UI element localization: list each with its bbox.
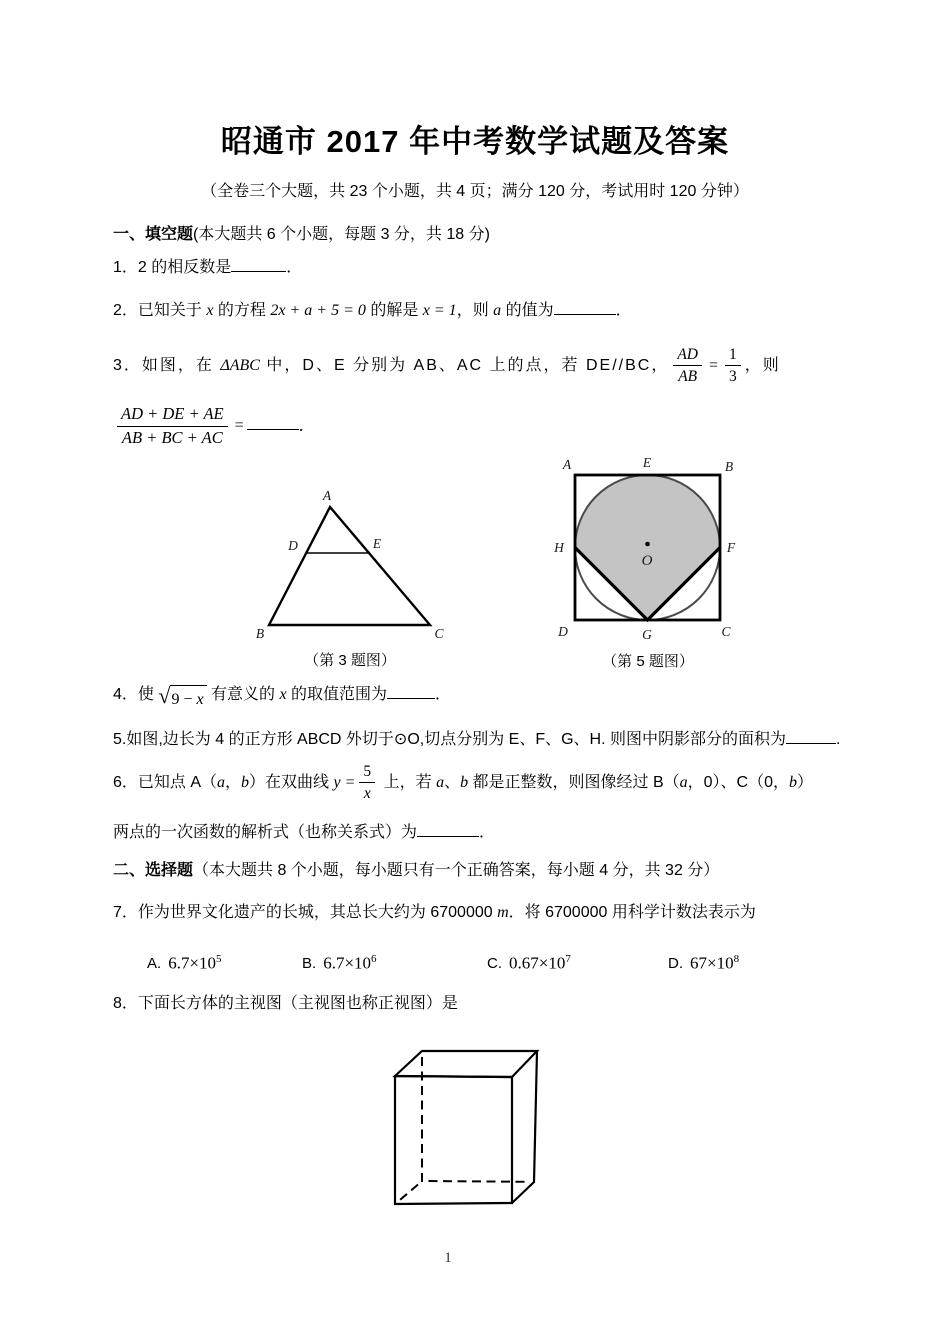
answer-blank bbox=[231, 256, 286, 272]
choice-d bbox=[668, 948, 739, 975]
q2-solution: x = 1 bbox=[422, 302, 457, 319]
center-o-label: O bbox=[641, 553, 653, 569]
section-heading-fill bbox=[113, 224, 490, 246]
cuboid-figure bbox=[385, 1040, 550, 1245]
choice-a-label: A. bbox=[147, 955, 162, 973]
q1-period: ． bbox=[286, 259, 303, 276]
choice-c-label: C. bbox=[487, 955, 502, 973]
q2-period: ． bbox=[615, 302, 632, 319]
cuboid-wireframe bbox=[385, 1040, 550, 1240]
answer-blank bbox=[554, 299, 616, 315]
fraction-numerator: AD bbox=[673, 345, 702, 366]
question-3-line-1 bbox=[113, 345, 781, 387]
q7-unit-m: m bbox=[497, 904, 509, 921]
q2-text-1: 2．已知关于 bbox=[113, 302, 207, 319]
fraction-ad-ab bbox=[673, 345, 702, 387]
q6-hyperbola-eq: y = bbox=[333, 774, 356, 792]
q6-text-3: 上，若 bbox=[379, 774, 437, 792]
q6-text-4: 都是正整数，则图像经过 B（ bbox=[468, 774, 680, 792]
choice-b bbox=[302, 948, 377, 975]
answer-blank bbox=[786, 728, 836, 744]
cuboid-hidden-edges bbox=[397, 1057, 530, 1203]
q1-text: 1．2 的相反数是 bbox=[113, 259, 232, 276]
q4-period: ． bbox=[435, 686, 452, 703]
section-fill-desc: (本大题共 6 个小题，每题 3 分，共 18 分) bbox=[193, 226, 490, 243]
q6-text-7: 两点的一次函数的解析式（也称关系式）为 bbox=[113, 824, 418, 841]
page-subtitle: （全卷三个大题，共 23 个小题，共 4 页；满分 120 分，考试用时 120 分钟） bbox=[201, 183, 749, 200]
choice-a-exponent: 5 bbox=[216, 953, 222, 965]
q6-text-2: ）在双曲线 bbox=[249, 774, 334, 792]
fraction-denominator: AB bbox=[678, 368, 698, 386]
question-4 bbox=[113, 683, 451, 711]
choice-a-value: 6.7×10 bbox=[168, 953, 217, 973]
vertex-c-label: C bbox=[434, 626, 444, 641]
q3-period: ． bbox=[298, 417, 315, 435]
question-6-line-1 bbox=[113, 762, 813, 804]
choice-b-label: B. bbox=[302, 955, 317, 973]
q6-var-a3: a bbox=[679, 774, 688, 792]
q2-var-x: x bbox=[206, 302, 214, 319]
question-2 bbox=[113, 299, 632, 322]
choice-c-value: 0.67×10 bbox=[509, 953, 566, 973]
q2-text-3: 的解是 bbox=[365, 302, 423, 319]
fraction-numerator: 1 bbox=[725, 345, 741, 366]
q3-text-2: 中，D、E 分别为 AB、AC 上的点，若 DE//BC， bbox=[259, 357, 670, 375]
q6-var-b3: b bbox=[789, 774, 798, 792]
q7-text-1: 7．作为世界文化遗产的长城，其总长大约为 6700000 bbox=[113, 904, 498, 921]
q6-period: ． bbox=[479, 824, 496, 841]
figure-5 bbox=[548, 448, 748, 671]
q3-triangle-abc: ΔABC bbox=[220, 357, 260, 375]
q5-period: . bbox=[836, 731, 841, 748]
section-choice-label: 二、选择题 bbox=[113, 862, 194, 879]
q6-var-b: b bbox=[241, 774, 250, 792]
q6-var-a: a bbox=[217, 774, 226, 792]
fraction-denominator: 3 bbox=[729, 368, 737, 386]
triangle-abc-outline bbox=[269, 507, 430, 625]
fraction-5-over-x bbox=[359, 762, 375, 804]
choice-d-value: 67×10 bbox=[690, 953, 734, 973]
q3-equals: = bbox=[709, 357, 719, 375]
figure-3-caption: （第 3 题图） bbox=[304, 652, 396, 669]
corner-c-label: C bbox=[721, 624, 731, 639]
choice-b-value: 6.7×10 bbox=[323, 953, 372, 973]
q3-text-3: ，则 bbox=[744, 357, 781, 375]
question-6-line-2 bbox=[113, 821, 495, 844]
q4-text-1: 4．使 bbox=[113, 686, 159, 703]
vertex-a-label: A bbox=[322, 488, 332, 503]
tangent-g-label: G bbox=[642, 627, 652, 642]
corner-a-label: A bbox=[562, 457, 572, 472]
choice-c bbox=[487, 948, 571, 975]
fraction-one-third bbox=[725, 345, 741, 387]
vertex-d-label: D bbox=[288, 538, 298, 553]
square-root-expression bbox=[158, 685, 206, 711]
q5-text: 5.如图,边长为 4 的正方形 ABCD 外切于⊙O,切点分别为 E、F、G、H. 则图中阴影部分的面积为 bbox=[113, 731, 787, 748]
q6-comma-1: ， bbox=[225, 774, 242, 792]
section-fill-label: 一、填空题 bbox=[113, 226, 194, 243]
section-heading-choice bbox=[113, 860, 719, 882]
square-circle-figure bbox=[548, 448, 748, 645]
vertex-e-label: E bbox=[372, 536, 382, 551]
fraction-sum-ratio bbox=[117, 404, 228, 448]
corner-b-label: B bbox=[724, 459, 734, 474]
question-5 bbox=[113, 728, 840, 751]
cuboid-front-face bbox=[395, 1076, 512, 1204]
section-choice-desc: （本大题共 8 个小题，每小题只有一个正确答案，每小题 4 分，共 32 分） bbox=[193, 862, 720, 879]
q6-text-1: 6．已知点 A（ bbox=[113, 774, 218, 792]
q2-text-4: ，则 bbox=[456, 302, 494, 319]
radicand-number: 9 − bbox=[171, 691, 197, 708]
radicand bbox=[170, 685, 206, 711]
tangent-h-label: H bbox=[554, 540, 564, 555]
answer-blank bbox=[387, 683, 435, 699]
question-7-choices bbox=[113, 948, 813, 974]
q2-equation: 2x + a + 5 = 0 bbox=[270, 302, 366, 319]
fraction-denominator: x bbox=[363, 785, 371, 803]
triangle-figure bbox=[250, 486, 450, 644]
page-title: 昭通市 2017 年中考数学试题及答案 bbox=[220, 124, 730, 159]
q4-var-x: x bbox=[279, 686, 287, 703]
question-8 bbox=[113, 993, 458, 1015]
q2-text-5: 的值为 bbox=[501, 302, 554, 319]
choice-d-exponent: 8 bbox=[733, 953, 740, 965]
page-number: 1 bbox=[444, 1250, 452, 1266]
q8-text: 8．下面长方体的主视图（主视图也称正视图）是 bbox=[113, 995, 458, 1012]
q6-text-5: ，0）、C（0， bbox=[687, 774, 790, 792]
question-7 bbox=[113, 902, 756, 924]
q3-text-1: 3．如图，在 bbox=[113, 357, 221, 375]
tangent-f-label: F bbox=[726, 540, 736, 555]
q6-text-6: ） bbox=[797, 774, 814, 792]
fraction-numerator: AD + DE + AE bbox=[117, 404, 228, 427]
vertex-b-label: B bbox=[255, 626, 265, 641]
fraction-numerator: 5 bbox=[359, 762, 375, 783]
question-3-line-2 bbox=[113, 404, 315, 448]
corner-d-label: D bbox=[558, 624, 568, 639]
choice-b-exponent: 6 bbox=[371, 953, 377, 965]
q2-var-a: a bbox=[493, 302, 502, 319]
answer-blank bbox=[247, 414, 299, 430]
choice-a bbox=[147, 948, 222, 975]
q3-equals-2: = bbox=[234, 417, 244, 435]
question-1 bbox=[113, 256, 302, 279]
figure-5-caption: （第 5 题图） bbox=[602, 653, 694, 670]
choice-c-exponent: 7 bbox=[565, 953, 571, 965]
figure-3 bbox=[250, 486, 450, 670]
q4-text-3: 的取值范围为 bbox=[286, 686, 388, 703]
q2-text-2: 的方程 bbox=[213, 302, 271, 319]
q6-var-a2: a bbox=[436, 774, 445, 792]
radical-sign: √ bbox=[158, 683, 171, 708]
q7-text-2: ．将 6700000 用科学计数法表示为 bbox=[508, 904, 756, 921]
q4-text-2: 有意义的 bbox=[206, 686, 280, 703]
tangent-e-label: E bbox=[642, 455, 652, 470]
center-o-dot bbox=[645, 542, 650, 547]
cuboid-top-face bbox=[395, 1051, 537, 1077]
q6-var-b2: b bbox=[460, 774, 469, 792]
radicand-var-x: x bbox=[196, 691, 204, 708]
choice-d-label: D. bbox=[668, 955, 683, 973]
fraction-denominator: AB + BC + AC bbox=[121, 427, 223, 447]
answer-blank bbox=[417, 821, 479, 837]
q6-enum-comma: 、 bbox=[444, 774, 461, 792]
